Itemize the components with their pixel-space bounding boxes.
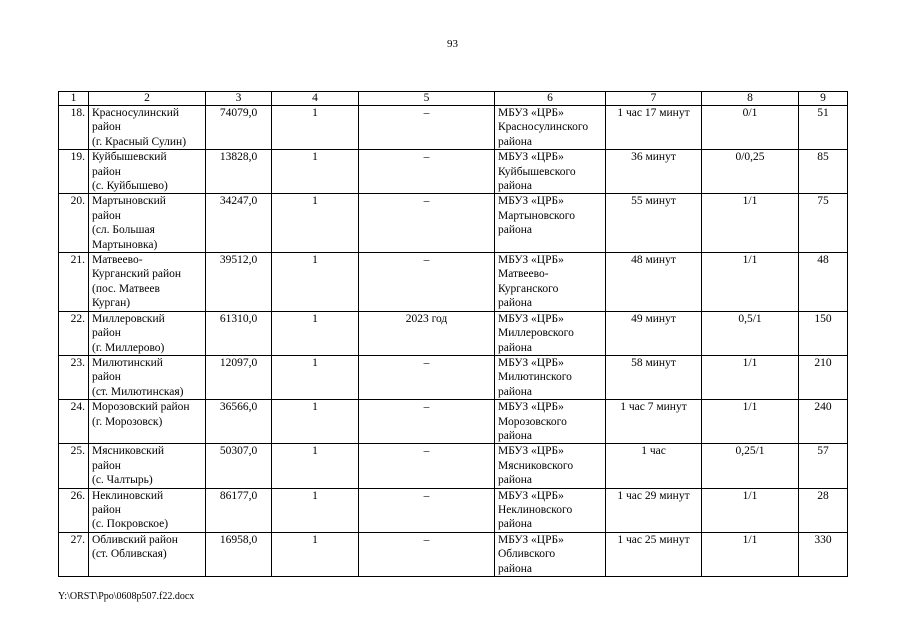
row-number-cell: 25. (59, 444, 89, 488)
facility-line: МБУЗ «ЦРБ» (498, 356, 564, 369)
ratio-cell: 1/1 (702, 400, 799, 444)
count-cell: 1 (272, 253, 359, 312)
table-row (59, 444, 848, 488)
district-line: Милютинский (92, 356, 163, 369)
travel-time-cell: 1 час 17 минут (606, 106, 702, 150)
ratio-cell: 1/1 (702, 355, 799, 399)
column-header-4: 4 (272, 92, 359, 106)
district-line: (пос. Матвеев (92, 282, 160, 295)
travel-time-cell: 36 минут (606, 150, 702, 194)
district-line: район (92, 371, 121, 384)
ratio-cell: 0/1 (702, 106, 799, 150)
value-cell: 86177,0 (206, 488, 272, 532)
year-cell: 2023 год (359, 311, 495, 355)
facility-line: Мясниковского (498, 459, 574, 472)
district-cell (89, 253, 206, 312)
district-cell (89, 355, 206, 399)
district-line: (г. Красный Сулин) (92, 135, 187, 148)
district-line: район (92, 327, 121, 340)
count-cell: 1 (272, 106, 359, 150)
table-row (59, 253, 848, 312)
year-cell: – (359, 194, 495, 253)
travel-time-cell: 1 час 7 минут (606, 400, 702, 444)
travel-time-cell: 55 минут (606, 194, 702, 253)
facility-line: Куйбышевского (498, 165, 576, 178)
row-number-cell: 24. (59, 400, 89, 444)
row-number-cell: 23. (59, 355, 89, 399)
facility-cell (495, 194, 606, 253)
travel-time-cell: 49 минут (606, 311, 702, 355)
facility-cell (495, 488, 606, 532)
table-header (59, 92, 848, 106)
distance-cell: 28 (799, 488, 848, 532)
table-row (59, 106, 848, 150)
row-number-cell: 26. (59, 488, 89, 532)
facility-cell (495, 532, 606, 576)
count-cell: 1 (272, 488, 359, 532)
facility-line: Неклиновского (498, 503, 573, 516)
column-header-3: 3 (206, 92, 272, 106)
district-cell (89, 488, 206, 532)
facility-line: Морозовского (498, 415, 567, 428)
district-line: Миллеровский (92, 312, 165, 325)
facility-line: района (498, 224, 533, 237)
year-cell: – (359, 532, 495, 576)
facility-line: района (498, 341, 533, 354)
facility-cell (495, 355, 606, 399)
file-path-footer: Y:\ORST\Ppo\0608p507.f22.docx (58, 591, 195, 602)
year-cell: – (359, 106, 495, 150)
year-cell: – (359, 150, 495, 194)
district-line: Неклиновский (92, 489, 164, 502)
district-line: Мясниковский (92, 445, 165, 458)
facility-line: района (498, 135, 533, 148)
travel-time-cell: 1 час 29 минут (606, 488, 702, 532)
facility-line: района (498, 385, 533, 398)
facility-line: МБУЗ «ЦРБ» (498, 195, 564, 208)
year-cell: – (359, 253, 495, 312)
value-cell: 36566,0 (206, 400, 272, 444)
district-line: (ст. Милютинская) (92, 385, 184, 398)
district-line: (ст. Обливская) (92, 548, 167, 561)
facility-line: Милютинского (498, 371, 572, 384)
column-header-9: 9 (799, 92, 848, 106)
facility-line: МБУЗ «ЦРБ» (498, 312, 564, 325)
table-row (59, 488, 848, 532)
ratio-cell: 0,5/1 (702, 311, 799, 355)
ratio-cell: 1/1 (702, 253, 799, 312)
distance-cell: 150 (799, 311, 848, 355)
district-cell (89, 444, 206, 488)
facility-line: Обливского (498, 548, 556, 561)
ratio-cell: 1/1 (702, 194, 799, 253)
facility-line: Матвеево- (498, 268, 549, 281)
district-line: (г. Морозовск) (92, 415, 163, 428)
district-line: район (92, 503, 121, 516)
district-line: Морозовский район (92, 401, 190, 414)
district-line: Красносулинский (92, 107, 180, 119)
travel-time-cell: 1 час 25 минут (606, 532, 702, 576)
value-cell: 61310,0 (206, 311, 272, 355)
value-cell: 50307,0 (206, 444, 272, 488)
facility-cell (495, 150, 606, 194)
district-line: Мартыновский (92, 195, 166, 208)
district-line: район (92, 459, 121, 472)
value-cell: 34247,0 (206, 194, 272, 253)
district-cell (89, 106, 206, 150)
distance-cell: 240 (799, 400, 848, 444)
value-cell: 39512,0 (206, 253, 272, 312)
value-cell: 16958,0 (206, 532, 272, 576)
district-line: Мартыновка) (92, 238, 158, 251)
travel-time-cell: 48 минут (606, 253, 702, 312)
row-number-cell: 19. (59, 150, 89, 194)
count-cell: 1 (272, 194, 359, 253)
value-cell: 74079,0 (206, 106, 272, 150)
ratio-cell: 0,25/1 (702, 444, 799, 488)
count-cell: 1 (272, 311, 359, 355)
column-header-2: 2 (89, 92, 206, 106)
facility-line: МБУЗ «ЦРБ» (498, 151, 564, 164)
district-line: (сл. Большая (92, 224, 155, 237)
count-cell: 1 (272, 532, 359, 576)
count-cell: 1 (272, 444, 359, 488)
district-line: (с. Куйбышево) (92, 180, 168, 193)
table-body (59, 106, 848, 577)
facility-cell (495, 106, 606, 150)
facility-line: МБУЗ «ЦРБ» (498, 533, 564, 546)
facility-line: МБУЗ «ЦРБ» (498, 107, 564, 119)
row-number-cell: 18. (59, 106, 89, 150)
row-number-cell: 27. (59, 532, 89, 576)
count-cell: 1 (272, 400, 359, 444)
facility-line: района (498, 180, 533, 193)
distance-cell: 330 (799, 532, 848, 576)
district-cell (89, 311, 206, 355)
row-number-cell: 20. (59, 194, 89, 253)
district-line: (с. Покровское) (92, 518, 169, 531)
ratio-cell: 1/1 (702, 532, 799, 576)
district-line: район (92, 121, 121, 134)
facility-line: района (498, 429, 533, 442)
row-number-cell: 22. (59, 311, 89, 355)
distance-cell: 51 (799, 106, 848, 150)
facility-line: МБУЗ «ЦРБ» (498, 445, 564, 458)
district-line: Матвеево- (92, 254, 143, 267)
facility-line: МБУЗ «ЦРБ» (498, 401, 564, 414)
column-header-7: 7 (606, 92, 702, 106)
ratio-cell: 1/1 (702, 488, 799, 532)
column-header-1: 1 (59, 92, 89, 106)
count-cell: 1 (272, 355, 359, 399)
facility-line: Курганского (498, 282, 559, 295)
column-header-6: 6 (495, 92, 606, 106)
column-header-8: 8 (702, 92, 799, 106)
district-cell (89, 532, 206, 576)
facility-line: района (498, 518, 533, 531)
value-cell: 13828,0 (206, 150, 272, 194)
travel-time-cell: 1 час (606, 444, 702, 488)
table-row (59, 311, 848, 355)
district-line: Обливский район (92, 533, 178, 546)
facility-line: Красносулинского (498, 121, 589, 134)
district-line: Куйбышевский (92, 151, 167, 164)
table-row (59, 355, 848, 399)
table-row (59, 194, 848, 253)
year-cell: – (359, 355, 495, 399)
year-cell: – (359, 488, 495, 532)
district-line: Курган) (92, 297, 131, 310)
year-cell: – (359, 444, 495, 488)
district-cell (89, 194, 206, 253)
header-row (59, 92, 848, 106)
table-row (59, 532, 848, 576)
distance-cell: 85 (799, 150, 848, 194)
facility-cell (495, 253, 606, 312)
distance-cell: 48 (799, 253, 848, 312)
distance-cell: 210 (799, 355, 848, 399)
distance-cell: 75 (799, 194, 848, 253)
data-table (58, 91, 848, 577)
facility-line: Мартыновского (498, 209, 575, 222)
facility-cell (495, 400, 606, 444)
travel-time-cell: 58 минут (606, 355, 702, 399)
year-cell: – (359, 400, 495, 444)
district-line: (г. Миллерово) (92, 341, 165, 354)
distance-cell: 57 (799, 444, 848, 488)
district-line: Курганский район (92, 268, 182, 281)
district-line: (с. Чалтырь) (92, 474, 153, 487)
district-cell (89, 150, 206, 194)
column-header-5: 5 (359, 92, 495, 106)
ratio-cell: 0/0,25 (702, 150, 799, 194)
table-row (59, 400, 848, 444)
facility-line: района (498, 474, 533, 487)
facility-line: района (498, 562, 533, 575)
facility-line: Миллеровского (498, 327, 574, 340)
page-number: 93 (447, 38, 458, 50)
facility-line: района (498, 297, 533, 310)
facility-cell (495, 311, 606, 355)
facility-line: МБУЗ «ЦРБ» (498, 254, 564, 267)
value-cell: 12097,0 (206, 355, 272, 399)
table-row (59, 150, 848, 194)
facility-cell (495, 444, 606, 488)
district-line: район (92, 165, 121, 178)
district-line: район (92, 209, 121, 222)
district-cell (89, 400, 206, 444)
row-number-cell: 21. (59, 253, 89, 312)
count-cell: 1 (272, 150, 359, 194)
facility-line: МБУЗ «ЦРБ» (498, 489, 564, 502)
